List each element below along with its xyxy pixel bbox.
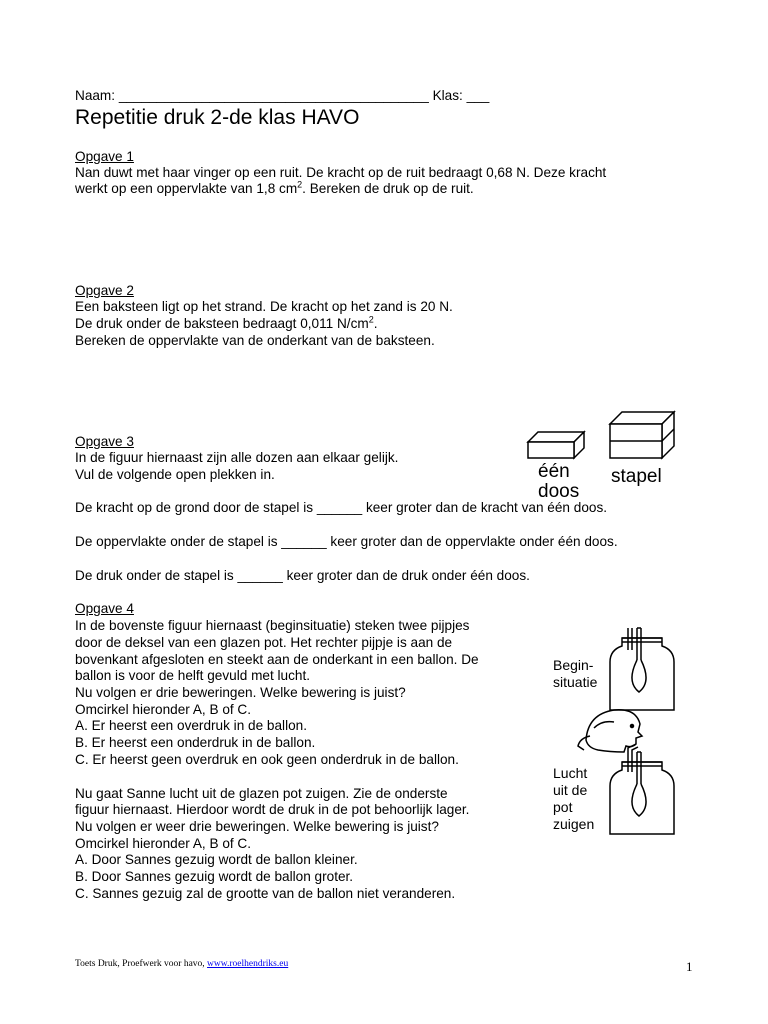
q2-line2: De druk onder de baksteen bedraagt 0,011 $N/cm^2$. xyxy=(75,314,378,331)
name-blank[interactable]: _________________________________________ xyxy=(118,88,429,103)
page-number: 1 xyxy=(686,959,693,974)
q4b-option-a[interactable]: A. Door Sannes gezuig wordt de ballon kleiner. xyxy=(75,852,358,867)
q3-heading: Opgave 3 xyxy=(75,434,134,449)
q2-heading: Opgave 2 xyxy=(75,283,134,298)
page-title: Repetitie druk 2-de klas HAVO xyxy=(75,106,360,129)
q4-option-b[interactable]: B. Er heerst een onderdruk in de ballon. xyxy=(75,735,316,750)
single-box-front xyxy=(528,442,574,458)
q4-option-c[interactable]: C. Er heerst geen overdruk en ook geen onderdruk in de ballon. xyxy=(75,752,459,767)
q1-heading: Opgave 1 xyxy=(75,149,134,164)
q3-fill1: De kracht op de grond door de stapel is ______ keer groter dan de kracht van één doos. xyxy=(75,500,608,515)
q4-heading: Opgave 4 xyxy=(75,601,134,616)
label-one-box-2: doos xyxy=(538,481,580,502)
q3-line1: In de figuur hiernaast zijn alle dozen aan elkaar gelijk. xyxy=(75,450,399,465)
q4b-option-b[interactable]: B. Door Sannes gezuig wordt de ballon groter. xyxy=(75,869,354,884)
fig2-label-4: zuigen xyxy=(553,816,595,832)
footer xyxy=(75,958,288,970)
q4b-option-c[interactable]: C. Sannes gezuig zal de grootte van de ballon niet veranderen. xyxy=(75,886,456,901)
label-stack: stapel xyxy=(611,466,662,487)
jar-figure-begin xyxy=(604,620,680,712)
fig2-label-2: uit de xyxy=(553,782,588,798)
boxes-figure xyxy=(524,408,684,460)
q1-line1: Nan duwt met haar vinger op een ruit. De kracht op de ruit bedraagt 0,68 N. Deze kracht xyxy=(75,165,607,180)
name-label: Naam: xyxy=(75,88,116,103)
q2-line1: Een baksteen ligt op het strand. De kracht op het zand is 20 N. xyxy=(75,299,453,314)
fig2-label-3: pot xyxy=(553,799,573,815)
fig1-label-1: Begin- xyxy=(553,657,594,673)
q1-line2: werkt op een oppervlakte van 1,8 $cm^2$. Bereken de druk op de ruit. xyxy=(75,179,474,196)
q3-line2: Vul de volgende open plekken in. xyxy=(75,467,275,482)
name-line xyxy=(75,87,489,104)
q3-fill3: De druk onder de stapel is ______ keer groter dan de druk onder één doos. xyxy=(75,568,530,583)
q3-fill2: De oppervlakte onder de stapel is ______ keer groter dan de oppervlakte onder één doos. xyxy=(75,534,618,549)
label-one-box-1: één xyxy=(538,461,570,482)
class-label: Klas: xyxy=(432,88,463,103)
footer-text: Toets Druk, Proefwerk voor havo, xyxy=(75,959,208,969)
footer-link[interactable]: www.roelhendriks.eu xyxy=(207,959,289,969)
q4-option-a[interactable]: A. Er heerst een overdruk in de ballon. xyxy=(75,718,307,733)
q2-line3: Bereken de oppervlakte van de onderkant van de baksteen. xyxy=(75,333,435,348)
fig1-label-2: situatie xyxy=(553,674,598,690)
class-blank[interactable]: ___ xyxy=(466,88,490,103)
fig2-label-1: Lucht xyxy=(553,765,588,781)
